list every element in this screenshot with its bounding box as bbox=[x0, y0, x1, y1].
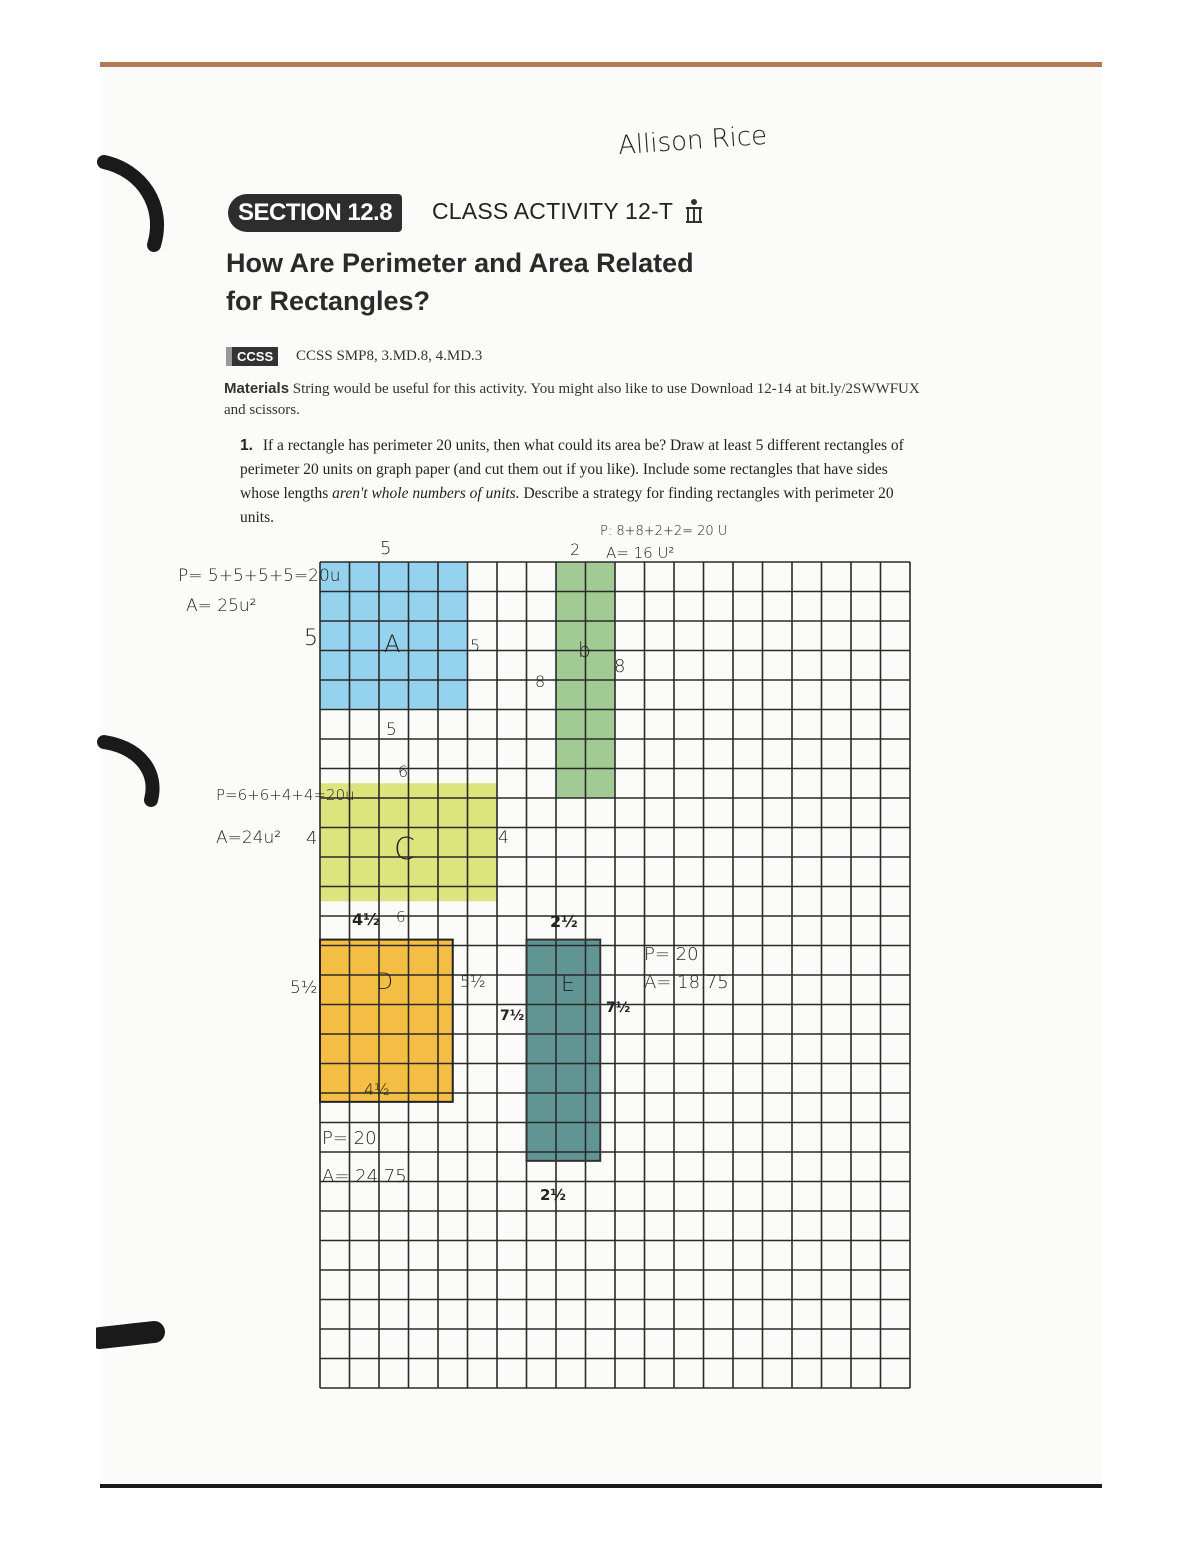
rectangle-e-label: E bbox=[561, 972, 575, 997]
rectangle-b-label: b bbox=[578, 638, 591, 662]
d-top-length-b: 6 bbox=[396, 908, 406, 926]
ccss-standards: CCSS SMP8, 3.MD.8, 4.MD.3 bbox=[296, 348, 483, 364]
c-area-note: A=24u² bbox=[216, 828, 282, 848]
title-line-1: How Are Perimeter and Area Related bbox=[226, 248, 694, 278]
question-text-b: Describe a strategy for finding rectangles with perimeter 20 units. bbox=[240, 485, 894, 526]
b-top-length: 2 bbox=[570, 540, 581, 559]
b-right-length: 8 bbox=[614, 656, 626, 677]
ccss-badge: CCSS bbox=[226, 347, 278, 366]
e-left-length: 7½ bbox=[500, 1008, 525, 1024]
a-top-length: 5 bbox=[380, 538, 392, 559]
b-left-length: 8 bbox=[535, 672, 546, 691]
a-area-note: A= 25u² bbox=[186, 596, 257, 616]
rectangle-d bbox=[320, 940, 453, 1102]
a-perimeter-note: P= 5+5+5+5=20u bbox=[178, 566, 341, 586]
e-right-length: 7½ bbox=[606, 1000, 631, 1016]
question-text-a: If a rectangle has perimeter 20 units, then what could its area be? Draw at least 5 different rectangles of perimeter 20 units on graph paper (and cut them out if you like). Include some rectangles that have sides whose lengths bbox=[240, 437, 904, 502]
c-left-length: 4 bbox=[306, 828, 318, 849]
a-right-length: 5 bbox=[470, 636, 481, 655]
b-perimeter-note: P: 8+8+2+2= 20 U bbox=[600, 524, 728, 539]
d-perimeter-note: P= 20 bbox=[322, 1128, 377, 1149]
question-number: 1. bbox=[240, 437, 253, 454]
e-perimeter-note: P= 20 bbox=[644, 944, 699, 965]
e-area-note: A= 18.75 bbox=[644, 972, 729, 993]
grid-lines bbox=[320, 562, 910, 1388]
c-top-length: 6 bbox=[398, 762, 409, 781]
d-area-note: A= 24.75 bbox=[322, 1166, 407, 1187]
materials-text: String would be useful for this activity. You might also like to use Download 12-14 at bit.ly/2SWWFUX and scissors. bbox=[224, 381, 920, 418]
e-bottom-length: 2½ bbox=[540, 1186, 566, 1204]
student-signature: Allison Rice bbox=[617, 120, 769, 162]
d-right-length: 5½ bbox=[460, 972, 486, 991]
rectangle-a-label: A bbox=[384, 630, 401, 658]
materials-label: Materials bbox=[224, 380, 290, 397]
title-line-2: for Rectangles? bbox=[226, 286, 431, 316]
b-area-note: A= 16 U² bbox=[606, 544, 675, 562]
c-perimeter-note: P=6+6+4+4=20u bbox=[216, 786, 355, 804]
rectangle-d-label: D bbox=[376, 970, 393, 995]
section-badge: SECTION 12.8 bbox=[228, 194, 402, 232]
rectangle-c-label: C bbox=[394, 832, 415, 867]
activity-text: CLASS ACTIVITY 12-T bbox=[432, 198, 673, 224]
d-bottom-length: 4½ bbox=[364, 1080, 390, 1099]
e-top-length: 2½ bbox=[550, 912, 578, 931]
c-right-length: 4 bbox=[498, 828, 509, 848]
a-bottom-length: 5 bbox=[386, 720, 397, 740]
d-top-length-a: 4½ bbox=[352, 910, 380, 929]
a-left-length: 5 bbox=[304, 626, 318, 651]
d-left-length: 5½ bbox=[290, 978, 318, 998]
question-emphasis: aren't whole numbers of units. bbox=[332, 485, 520, 502]
